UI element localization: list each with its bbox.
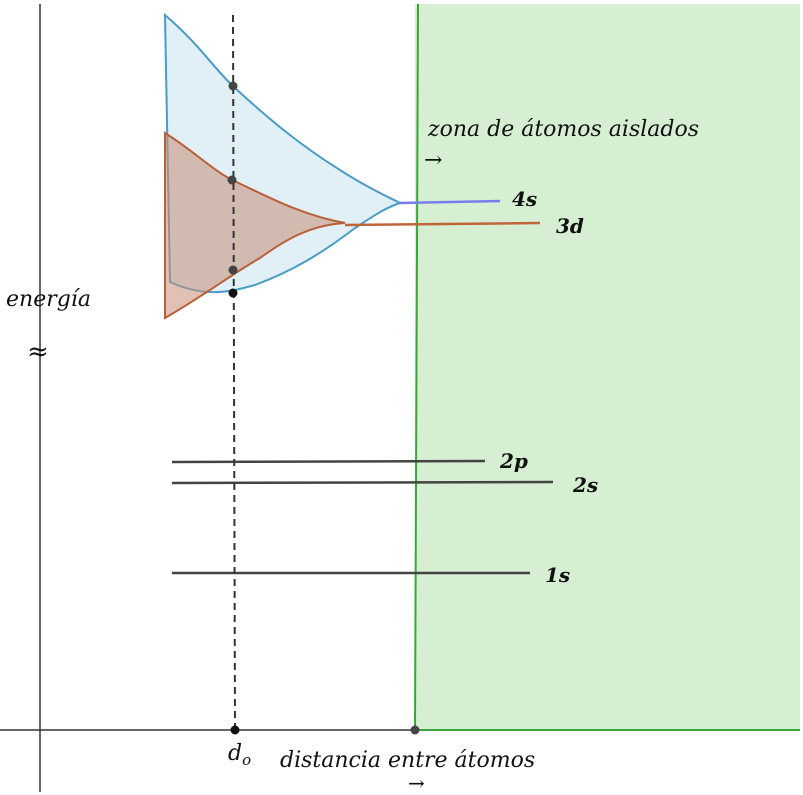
point-3d-bottom — [229, 266, 238, 275]
isolated-atoms-zone — [415, 4, 800, 730]
equilibrium-subscript: o — [242, 751, 252, 769]
level-2p-line — [172, 461, 485, 462]
label-4s: 4s — [512, 187, 538, 211]
label-2p: 2p — [500, 449, 528, 473]
x-axis-label: distancia entre átomos — [280, 748, 536, 773]
axis-break-symbol: ≈ — [27, 337, 49, 367]
isolated-zone-label: zona de átomos aislados — [428, 117, 700, 142]
equilibrium-distance-label: $d_o$ — [228, 741, 252, 769]
point-4s-bottom — [229, 289, 238, 298]
isolated-zone-arrow: → — [424, 148, 443, 173]
point-4s-top — [229, 82, 238, 91]
x-axis-arrow: → — [408, 771, 425, 795]
point-3d-top — [228, 176, 237, 185]
point-equilibrium-axis — [231, 726, 240, 735]
y-axis-label: energía — [6, 287, 91, 312]
level-2s-line — [172, 482, 553, 483]
point-zone-start — [411, 726, 420, 735]
label-1s: 1s — [545, 563, 571, 587]
label-2s: 2s — [573, 473, 599, 497]
label-3d: 3d — [556, 214, 584, 238]
